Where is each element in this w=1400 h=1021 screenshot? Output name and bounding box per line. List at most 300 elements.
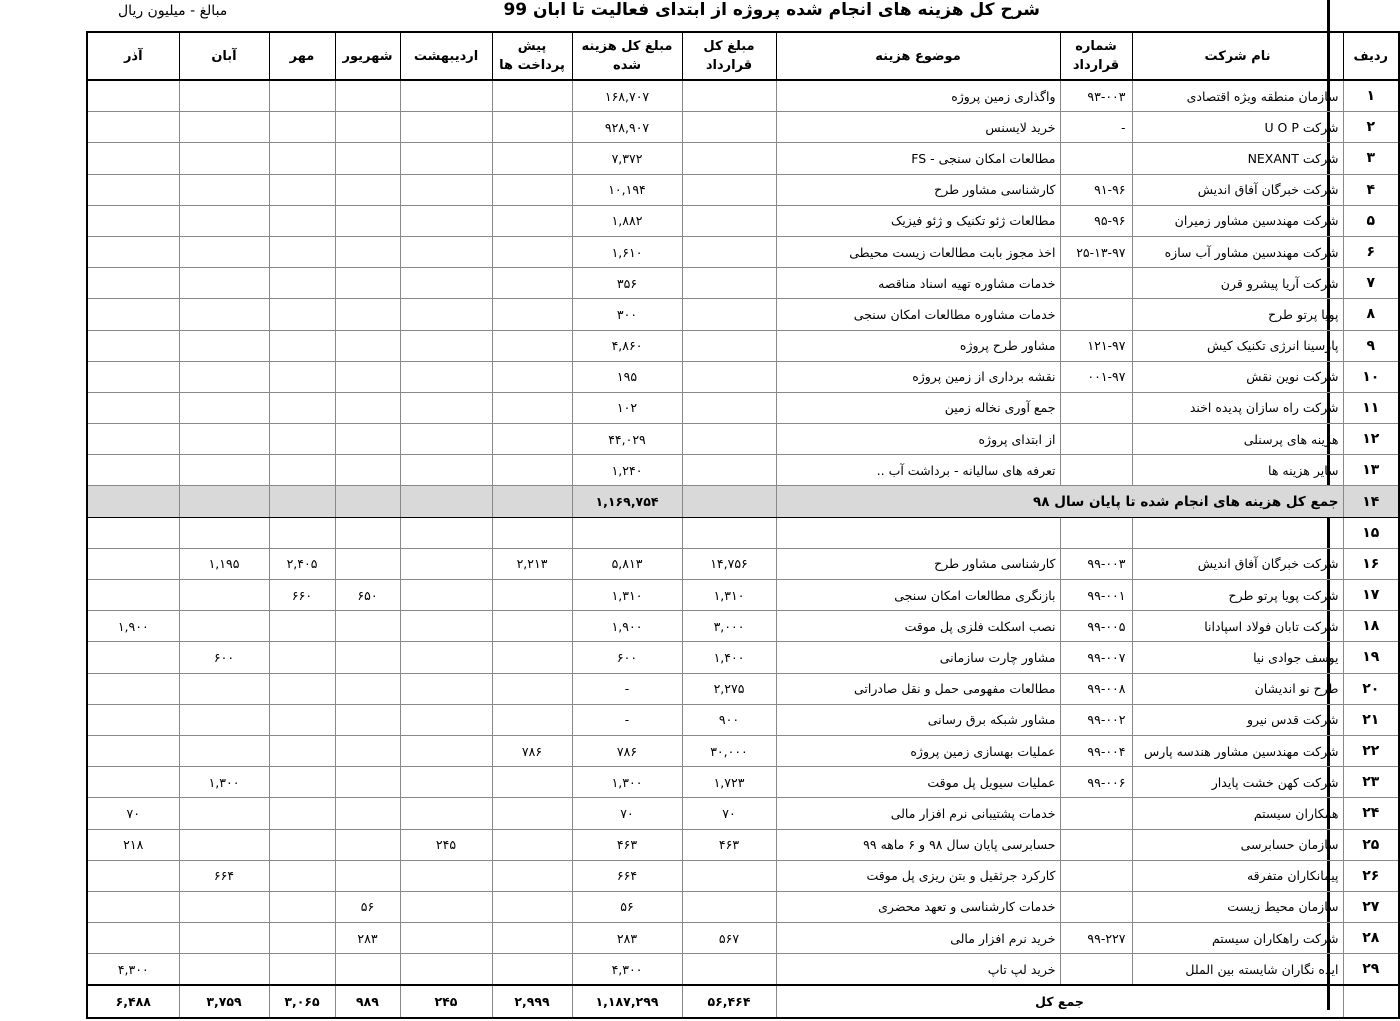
contract-number-cell	[1060, 424, 1132, 455]
empty-cell	[179, 486, 269, 517]
spent-cell: ۱,۸۸۲	[572, 205, 682, 236]
mehr-cell	[269, 455, 335, 486]
aban-cell	[179, 205, 269, 236]
col-header-azar: آذر	[87, 32, 179, 80]
mehr-cell: ۲,۴۰۵	[269, 548, 335, 579]
grand-total-ordibehesht: ۲۴۵	[400, 985, 492, 1017]
row-number: ۱۵	[1343, 517, 1399, 548]
prepay-cell	[492, 580, 572, 611]
company-cell: پارسینا انرژی تکنیک کیش	[1132, 330, 1343, 361]
contract-number-cell: ۰۰۱-۹۷	[1060, 361, 1132, 392]
table-row	[87, 548, 1399, 579]
ordibehesht-cell	[400, 299, 492, 330]
subject-cell: عملیات سیویل پل موقت	[776, 767, 1060, 798]
contract-number-cell: ۹۹-۰۰۱	[1060, 580, 1132, 611]
mehr-cell	[269, 112, 335, 143]
cost-table	[86, 31, 1400, 1019]
row-number: ۲۲	[1343, 735, 1399, 766]
prepay-cell	[492, 673, 572, 704]
spent-cell: -	[572, 673, 682, 704]
azar-cell	[87, 767, 179, 798]
prepay-cell	[492, 829, 572, 860]
spent-cell: ۴,۸۶۰	[572, 330, 682, 361]
ordibehesht-cell	[400, 80, 492, 112]
mehr-cell	[269, 268, 335, 299]
contract-number-cell: ۹۹-۲۲۷	[1060, 923, 1132, 954]
subject-cell: اخذ مجوز بابت مطالعات زیست محیطی	[776, 236, 1060, 267]
subject-cell: کارشناسی مشاور طرح	[776, 174, 1060, 205]
spent-cell: ۱,۳۱۰	[572, 580, 682, 611]
shahrivar-cell	[335, 143, 400, 174]
spent-cell: ۷۰	[572, 798, 682, 829]
row-number: ۱	[1343, 80, 1399, 112]
subject-cell: نصب اسکلت فلزی پل موقت	[776, 611, 1060, 642]
aban-cell	[179, 704, 269, 735]
azar-cell	[87, 330, 179, 361]
empty-cell	[682, 517, 776, 548]
azar-cell	[87, 112, 179, 143]
contract-amount-cell: ۷۰	[682, 798, 776, 829]
shahrivar-cell	[335, 642, 400, 673]
contract-amount-cell	[682, 455, 776, 486]
company-cell: شرکت مهندسین مشاور آب سازه	[1132, 236, 1343, 267]
prepay-cell: ۷۸۶	[492, 735, 572, 766]
contract-amount-cell: ۱,۴۰۰	[682, 642, 776, 673]
grand-total-azar: ۶,۴۸۸	[87, 985, 179, 1017]
prepay-cell	[492, 174, 572, 205]
azar-cell	[87, 735, 179, 766]
table-row	[87, 455, 1399, 486]
empty-cell	[400, 517, 492, 548]
company-cell: شرکت NEXANT	[1132, 143, 1343, 174]
mehr-cell	[269, 611, 335, 642]
mehr-cell	[269, 299, 335, 330]
ordibehesht-cell	[400, 611, 492, 642]
row-number: ۶	[1343, 236, 1399, 267]
header-row	[87, 32, 1399, 80]
col-header-contract-amount: مبلغ کل قرارداد	[682, 32, 776, 80]
ordibehesht-cell	[400, 548, 492, 579]
company-cell: هزینه های پرسنلی	[1132, 424, 1343, 455]
aban-cell	[179, 361, 269, 392]
contract-number-cell: ۹۹-۰۰۳	[1060, 548, 1132, 579]
mehr-cell	[269, 954, 335, 986]
prepay-cell	[492, 112, 572, 143]
contract-amount-cell	[682, 891, 776, 922]
aban-cell	[179, 330, 269, 361]
mehr-cell	[269, 767, 335, 798]
contract-number-cell	[1060, 891, 1132, 922]
prepay-cell	[492, 704, 572, 735]
empty-cell	[87, 517, 179, 548]
page-title: شرح کل هزینه های انجام شده پروژه از ابتدای فعالیت تا ابان 99	[503, 0, 1040, 20]
spent-cell: ۱۰,۱۹۴	[572, 174, 682, 205]
aban-cell	[179, 143, 269, 174]
shahrivar-cell	[335, 330, 400, 361]
prepay-cell	[492, 860, 572, 891]
contract-amount-cell	[682, 330, 776, 361]
subject-cell: خدمات مشاوره مطالعات امکان سنجی	[776, 299, 1060, 330]
mehr-cell	[269, 174, 335, 205]
row-number: ۱۱	[1343, 392, 1399, 423]
row-number: ۱۷	[1343, 580, 1399, 611]
grand-total-row	[87, 985, 1399, 1017]
contract-amount-cell	[682, 205, 776, 236]
contract-amount-cell	[682, 143, 776, 174]
prepay-cell	[492, 80, 572, 112]
mehr-cell	[269, 330, 335, 361]
ordibehesht-cell	[400, 174, 492, 205]
empty-cell	[1060, 517, 1132, 548]
mehr-cell	[269, 735, 335, 766]
company-cell: شرکت مهندسین مشاور هندسه پارس	[1132, 735, 1343, 766]
azar-cell	[87, 704, 179, 735]
azar-cell: ۲۱۸	[87, 829, 179, 860]
col-header-mehr: مهر	[269, 32, 335, 80]
table-row	[87, 205, 1399, 236]
azar-cell	[87, 860, 179, 891]
contract-number-cell: ۹۹-۰۰۲	[1060, 704, 1132, 735]
row-number: ۲۷	[1343, 891, 1399, 922]
shahrivar-cell	[335, 392, 400, 423]
shahrivar-cell: ۵۶	[335, 891, 400, 922]
contract-amount-cell: ۴۶۳	[682, 829, 776, 860]
azar-cell	[87, 268, 179, 299]
contract-number-cell: ۹۹-۰۰۵	[1060, 611, 1132, 642]
contract-number-cell	[1060, 392, 1132, 423]
aban-cell	[179, 923, 269, 954]
table-row	[87, 923, 1399, 954]
ordibehesht-cell	[400, 205, 492, 236]
table-row	[87, 704, 1399, 735]
subject-cell: کارشناسی مشاور طرح	[776, 548, 1060, 579]
ordibehesht-cell	[400, 330, 492, 361]
spent-cell: ۷,۳۷۲	[572, 143, 682, 174]
prepay-cell	[492, 236, 572, 267]
ordibehesht-cell	[400, 704, 492, 735]
subject-cell: تعرفه های سالیانه - برداشت آب ..	[776, 455, 1060, 486]
row-number: ۳	[1343, 143, 1399, 174]
ordibehesht-cell	[400, 767, 492, 798]
prepay-cell	[492, 392, 572, 423]
azar-cell	[87, 361, 179, 392]
prepay-cell	[492, 891, 572, 922]
spent-cell: ۵,۸۱۳	[572, 548, 682, 579]
aban-cell	[179, 112, 269, 143]
row-number: ۲۰	[1343, 673, 1399, 704]
spent-cell: ۱,۶۱۰	[572, 236, 682, 267]
company-cell: شرکت خبرگان آفاق اندیش	[1132, 548, 1343, 579]
mehr-cell	[269, 704, 335, 735]
azar-cell	[87, 205, 179, 236]
contract-number-cell: ۱۲۱-۹۷	[1060, 330, 1132, 361]
table-row	[87, 361, 1399, 392]
azar-cell	[87, 236, 179, 267]
contract-number-cell: ۹۳-۰۰۳	[1060, 80, 1132, 112]
shahrivar-cell	[335, 673, 400, 704]
mehr-cell	[269, 361, 335, 392]
shahrivar-cell: ۲۸۳	[335, 923, 400, 954]
spent-cell: ۴۶۳	[572, 829, 682, 860]
shahrivar-cell	[335, 735, 400, 766]
shahrivar-cell: ۶۵۰	[335, 580, 400, 611]
aban-cell	[179, 455, 269, 486]
aban-cell	[179, 891, 269, 922]
ordibehesht-cell	[400, 673, 492, 704]
aban-cell	[179, 611, 269, 642]
mehr-cell	[269, 923, 335, 954]
table-row	[87, 580, 1399, 611]
ordibehesht-cell	[400, 112, 492, 143]
company-cell: شرکت تابان فولاد اسپادانا	[1132, 611, 1343, 642]
spent-cell: ۱۶۸,۷۰۷	[572, 80, 682, 112]
subject-cell: خرید لایسنس	[776, 112, 1060, 143]
spent-cell: ۹۲۸,۹۰۷	[572, 112, 682, 143]
shahrivar-cell	[335, 80, 400, 112]
table-row	[87, 174, 1399, 205]
contract-number-cell	[1060, 299, 1132, 330]
azar-cell	[87, 299, 179, 330]
prepay-cell	[492, 424, 572, 455]
spent-cell: ۱۹۵	[572, 361, 682, 392]
ordibehesht-cell	[400, 392, 492, 423]
azar-cell: ۷۰	[87, 798, 179, 829]
empty-cell	[335, 486, 400, 517]
contract-number-cell	[1060, 954, 1132, 986]
table-row	[87, 829, 1399, 860]
ordibehesht-cell	[400, 455, 492, 486]
subject-cell: مطالعات امکان سنجی - FS	[776, 143, 1060, 174]
ordibehesht-cell	[400, 891, 492, 922]
mehr-cell	[269, 829, 335, 860]
prepay-cell	[492, 767, 572, 798]
mehr-cell	[269, 143, 335, 174]
shahrivar-cell	[335, 299, 400, 330]
azar-cell	[87, 642, 179, 673]
spent-cell: ۴۴,۰۲۹	[572, 424, 682, 455]
subtotal-spent: ۱,۱۶۹,۷۵۴	[572, 486, 682, 517]
contract-number-cell: ۲۵-۱۳-۹۷	[1060, 236, 1132, 267]
empty-cell	[269, 517, 335, 548]
table-body-99	[87, 548, 1399, 985]
row-number: ۲۴	[1343, 798, 1399, 829]
col-header-company: نام شرکت	[1132, 32, 1343, 80]
empty-cell	[492, 486, 572, 517]
spent-cell: ۱,۹۰۰	[572, 611, 682, 642]
aban-cell	[179, 954, 269, 986]
contract-amount-cell	[682, 299, 776, 330]
subject-cell: مشاور چارت سازمانی	[776, 642, 1060, 673]
prepay-cell	[492, 611, 572, 642]
prepay-cell	[492, 205, 572, 236]
aban-cell	[179, 798, 269, 829]
table-row	[87, 299, 1399, 330]
company-cell: شرکت کهن خشت پایدار	[1132, 767, 1343, 798]
grand-total-contract-amount: ۵۶,۴۶۴	[682, 985, 776, 1017]
aban-cell	[179, 735, 269, 766]
azar-cell	[87, 392, 179, 423]
ordibehesht-cell	[400, 424, 492, 455]
contract-amount-cell	[682, 860, 776, 891]
table-row	[87, 673, 1399, 704]
col-header-subject: موضوع هزینه	[776, 32, 1060, 80]
company-cell: یوسف جوادی نیا	[1132, 642, 1343, 673]
company-cell: شرکت آریا پیشرو قرن	[1132, 268, 1343, 299]
shahrivar-cell	[335, 829, 400, 860]
shahrivar-cell	[335, 205, 400, 236]
subject-cell: خرید نرم افزار مالی	[776, 923, 1060, 954]
subject-cell: خرید لپ تاپ	[776, 954, 1060, 986]
azar-cell	[87, 891, 179, 922]
table-row	[87, 642, 1399, 673]
contract-number-cell: ۹۹-۰۰۸	[1060, 673, 1132, 704]
row-number: ۹	[1343, 330, 1399, 361]
azar-cell	[87, 174, 179, 205]
ordibehesht-cell	[400, 143, 492, 174]
ordibehesht-cell	[400, 860, 492, 891]
company-cell: شرکت نوین نقش	[1132, 361, 1343, 392]
company-cell: شرکت خبرگان آفاق اندیش	[1132, 174, 1343, 205]
contract-amount-cell: ۵۶۷	[682, 923, 776, 954]
table-body-subtotal	[87, 486, 1399, 548]
company-cell: سازمان حسابرسی	[1132, 829, 1343, 860]
ordibehesht-cell	[400, 580, 492, 611]
subject-cell: از ابتدای پروژه	[776, 424, 1060, 455]
company-cell: شرکت راهکاران سیستم	[1132, 923, 1343, 954]
row-number: ۲۳	[1343, 767, 1399, 798]
prepay-cell	[492, 330, 572, 361]
contract-number-cell	[1060, 798, 1132, 829]
subject-cell: واگذاری زمین پروژه	[776, 80, 1060, 112]
subject-cell: خدمات پشتیبانی نرم افزار مالی	[776, 798, 1060, 829]
prepay-cell	[492, 143, 572, 174]
spent-cell: ۶۶۴	[572, 860, 682, 891]
table-row	[87, 891, 1399, 922]
aban-cell	[179, 673, 269, 704]
empty-cell	[1343, 985, 1399, 1017]
azar-cell: ۱,۹۰۰	[87, 611, 179, 642]
empty-cell	[572, 517, 682, 548]
ordibehesht-cell	[400, 642, 492, 673]
contract-amount-cell	[682, 236, 776, 267]
blank-row	[87, 517, 1399, 548]
aban-cell	[179, 80, 269, 112]
contract-amount-cell: ۳۰,۰۰۰	[682, 735, 776, 766]
prepay-cell	[492, 923, 572, 954]
prepay-cell: ۲,۲۱۳	[492, 548, 572, 579]
shahrivar-cell	[335, 548, 400, 579]
shahrivar-cell	[335, 174, 400, 205]
contract-amount-cell: ۱,۳۱۰	[682, 580, 776, 611]
company-cell: شرکت پویا پرتو طرح	[1132, 580, 1343, 611]
company-cell: پیمانکاران متفرقه	[1132, 860, 1343, 891]
company-cell: سازمان منطقه ویژه اقتصادی	[1132, 80, 1343, 112]
contract-amount-cell: ۱۴,۷۵۶	[682, 548, 776, 579]
empty-cell	[492, 517, 572, 548]
azar-cell	[87, 923, 179, 954]
ordibehesht-cell	[400, 236, 492, 267]
contract-amount-cell	[682, 80, 776, 112]
company-cell: ایده نگاران شایسته بین الملل	[1132, 954, 1343, 986]
prepay-cell	[492, 299, 572, 330]
prepay-cell	[492, 798, 572, 829]
spent-cell: ۱,۲۴۰	[572, 455, 682, 486]
contract-number-cell	[1060, 860, 1132, 891]
table-body-before-98	[87, 80, 1399, 486]
contract-amount-cell	[682, 954, 776, 986]
contract-amount-cell	[682, 268, 776, 299]
mehr-cell	[269, 642, 335, 673]
row-number: ۸	[1343, 299, 1399, 330]
empty-cell	[1132, 517, 1343, 548]
grand-total-mehr: ۳,۰۶۵	[269, 985, 335, 1017]
row-number: ۱۹	[1343, 642, 1399, 673]
col-header-aban: آبان	[179, 32, 269, 80]
empty-cell	[776, 517, 1060, 548]
col-header-prepayments: پیش پرداخت ها	[492, 32, 572, 80]
mehr-cell	[269, 80, 335, 112]
mehr-cell	[269, 860, 335, 891]
subject-cell: جمع آوری نخاله زمین	[776, 392, 1060, 423]
col-header-contract-number: شماره قرارداد	[1060, 32, 1132, 80]
shahrivar-cell	[335, 704, 400, 735]
azar-cell	[87, 673, 179, 704]
col-header-row-number: ردیف	[1343, 32, 1399, 80]
ordibehesht-cell	[400, 923, 492, 954]
contract-amount-cell	[682, 361, 776, 392]
row-number: ۲۵	[1343, 829, 1399, 860]
spent-cell: ۲۸۳	[572, 923, 682, 954]
row-number: ۲۱	[1343, 704, 1399, 735]
table-row	[87, 798, 1399, 829]
mehr-cell	[269, 891, 335, 922]
row-number: ۲۶	[1343, 860, 1399, 891]
col-header-ordibehesht: اردیبهشت	[400, 32, 492, 80]
aban-cell: ۶۶۴	[179, 860, 269, 891]
shahrivar-cell	[335, 798, 400, 829]
azar-cell	[87, 424, 179, 455]
contract-amount-cell: ۹۰۰	[682, 704, 776, 735]
aban-cell	[179, 268, 269, 299]
mehr-cell	[269, 392, 335, 423]
table-row	[87, 860, 1399, 891]
aban-cell: ۱,۱۹۵	[179, 548, 269, 579]
mehr-cell	[269, 205, 335, 236]
row-number: ۴	[1343, 174, 1399, 205]
shahrivar-cell	[335, 268, 400, 299]
spent-cell: ۱,۳۰۰	[572, 767, 682, 798]
shahrivar-cell	[335, 611, 400, 642]
company-cell: همکاران سیستم	[1132, 798, 1343, 829]
subject-cell: کارکرد جرثقیل و بتن ریزی پل موقت	[776, 860, 1060, 891]
mehr-cell: ۶۶۰	[269, 580, 335, 611]
empty-cell	[335, 517, 400, 548]
table-row	[87, 611, 1399, 642]
aban-cell	[179, 829, 269, 860]
grand-total-label: جمع کل	[776, 985, 1343, 1017]
contract-number-cell	[1060, 455, 1132, 486]
col-header-total-spent: مبلغ کل هزینه شده	[572, 32, 682, 80]
company-cell: طرح نو اندیشان	[1132, 673, 1343, 704]
col-header-shahrivar: شهریور	[335, 32, 400, 80]
table-row	[87, 80, 1399, 112]
row-number: ۱۴	[1343, 486, 1399, 517]
prepay-cell	[492, 954, 572, 986]
unit-note: مبالغ - میلیون ریال	[118, 3, 228, 19]
contract-number-cell	[1060, 829, 1132, 860]
subtotal-row	[87, 486, 1399, 517]
subtotal-contract-amount	[682, 486, 776, 517]
